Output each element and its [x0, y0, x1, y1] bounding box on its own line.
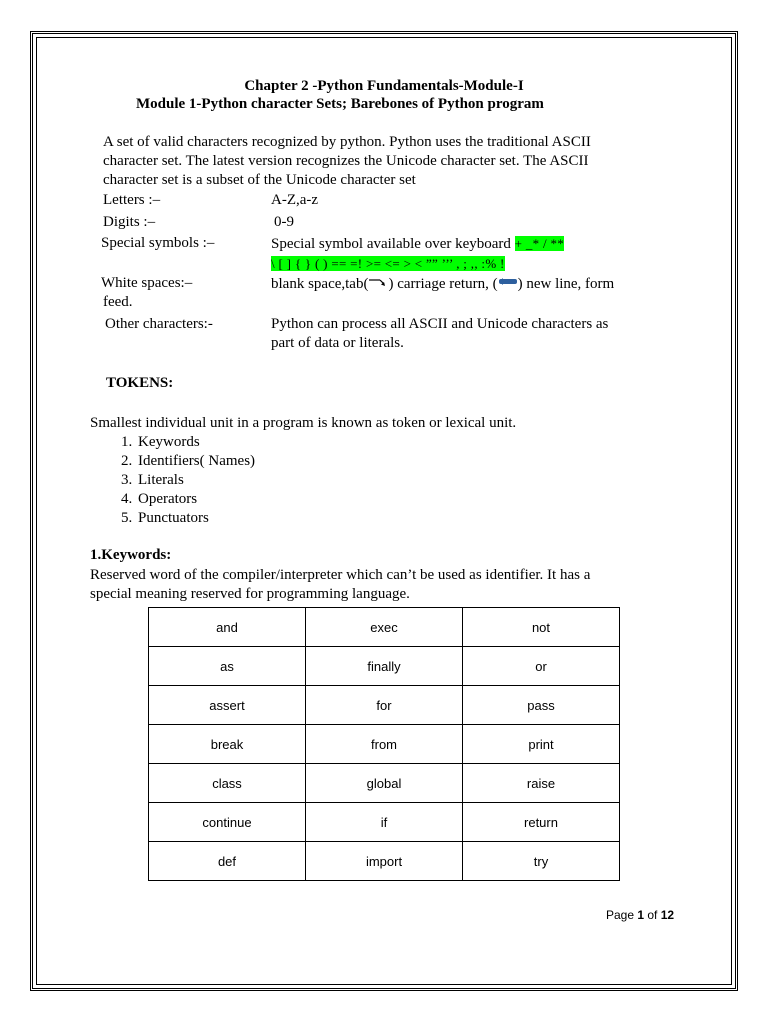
- special-symbols-value: [271, 234, 564, 254]
- keyword-cell: try: [463, 842, 620, 881]
- other-characters-value-1: Python can process all ASCII and Unicode characters as: [271, 316, 609, 332]
- keyword-cell: print: [463, 725, 620, 764]
- tokens-list-item: 1. Keywords: [136, 433, 255, 452]
- other-characters-value-2: part of data or literals.: [271, 335, 404, 351]
- keywords-description-1: Reserved word of the compiler/interpreter which can’t be used as identifier. It has a: [90, 567, 591, 583]
- keyword-cell: from: [306, 725, 463, 764]
- keyword-cell: for: [306, 686, 463, 725]
- whitespace-text-b: ) carriage return, (: [388, 276, 498, 292]
- whitespace-text-a: blank space,tab(: [271, 276, 369, 292]
- tab-arrow-icon: [368, 274, 388, 293]
- keyword-cell: continue: [149, 803, 306, 842]
- footer-page-number: 1: [637, 908, 645, 922]
- document-title: Chapter 2 -Python Fundamentals-Module-I: [244, 78, 524, 94]
- letters-value: A-Z,a-z: [271, 192, 319, 208]
- keyword-cell: def: [149, 842, 306, 881]
- table-row: [149, 725, 620, 764]
- letters-label: Letters :–: [103, 192, 161, 208]
- keyword-cell: class: [149, 764, 306, 803]
- whitespace-label-continued: feed.: [103, 294, 133, 310]
- special-symbols-text: Special symbol available over keyboard: [271, 236, 515, 252]
- keyword-cell: exec: [306, 608, 463, 647]
- tokens-list-item: 2. Identifiers( Names): [136, 452, 255, 471]
- digits-label: Digits :–: [103, 214, 156, 230]
- whitespace-label: White spaces:–: [101, 275, 193, 291]
- intro-line-1: A set of valid characters recognized by python. Python uses the traditional ASCII: [103, 134, 591, 150]
- page-footer: [606, 908, 674, 922]
- keyword-cell: pass: [463, 686, 620, 725]
- keyword-cell: assert: [149, 686, 306, 725]
- special-symbols-row-2: [271, 254, 505, 274]
- return-key-icon: [498, 274, 518, 293]
- keyword-cell: if: [306, 803, 463, 842]
- document-subtitle: Module 1-Python character Sets; Barebones of Python program: [136, 96, 544, 112]
- special-symbols-label: Special symbols :–: [101, 235, 215, 251]
- table-row: [149, 608, 620, 647]
- keyword-cell: and: [149, 608, 306, 647]
- whitespace-value: [271, 274, 614, 294]
- intro-line-2: character set. The latest version recognizes the Unicode character set. The ASCII: [103, 153, 589, 169]
- keyword-cell: import: [306, 842, 463, 881]
- tokens-list-item: 5. Punctuators: [136, 509, 255, 528]
- tokens-list: [96, 433, 255, 528]
- other-characters-label: Other characters:-: [105, 316, 213, 332]
- keyword-cell: return: [463, 803, 620, 842]
- table-row: [149, 764, 620, 803]
- tokens-heading: TOKENS:: [106, 375, 174, 391]
- keyword-cell: or: [463, 647, 620, 686]
- table-row: [149, 647, 620, 686]
- table-row: [149, 686, 620, 725]
- keyword-cell: break: [149, 725, 306, 764]
- keyword-cell: not: [463, 608, 620, 647]
- footer-page-word: Page: [606, 908, 638, 922]
- keywords-table: [148, 607, 620, 881]
- keyword-cell: global: [306, 764, 463, 803]
- footer-of-word: of: [644, 908, 661, 922]
- table-row: [149, 842, 620, 881]
- keyword-cell: raise: [463, 764, 620, 803]
- whitespace-text-c: ) new line, form: [517, 276, 615, 292]
- keyword-cell: finally: [306, 647, 463, 686]
- tokens-list-item: 4. Operators: [136, 490, 255, 509]
- tokens-definition: Smallest individual unit in a program is known as token or lexical unit.: [90, 415, 517, 431]
- keywords-description-2: special meaning reserved for programming language.: [90, 586, 410, 602]
- keyword-cell: as: [149, 647, 306, 686]
- special-symbols-highlight-1: + _* / **: [514, 236, 565, 251]
- special-symbols-highlight-2: \ [ ] { } ( ) == =! >= <= > < ”” ’’’ , ; ,, :% !: [271, 256, 505, 271]
- digits-value: 0-9: [274, 214, 294, 230]
- footer-page-total: 12: [660, 908, 675, 922]
- tokens-list-item: 3. Literals: [136, 471, 255, 490]
- keywords-heading: 1.Keywords:: [90, 547, 172, 563]
- intro-line-3: character set is a subset of the Unicode character set: [103, 172, 416, 188]
- table-row: [149, 803, 620, 842]
